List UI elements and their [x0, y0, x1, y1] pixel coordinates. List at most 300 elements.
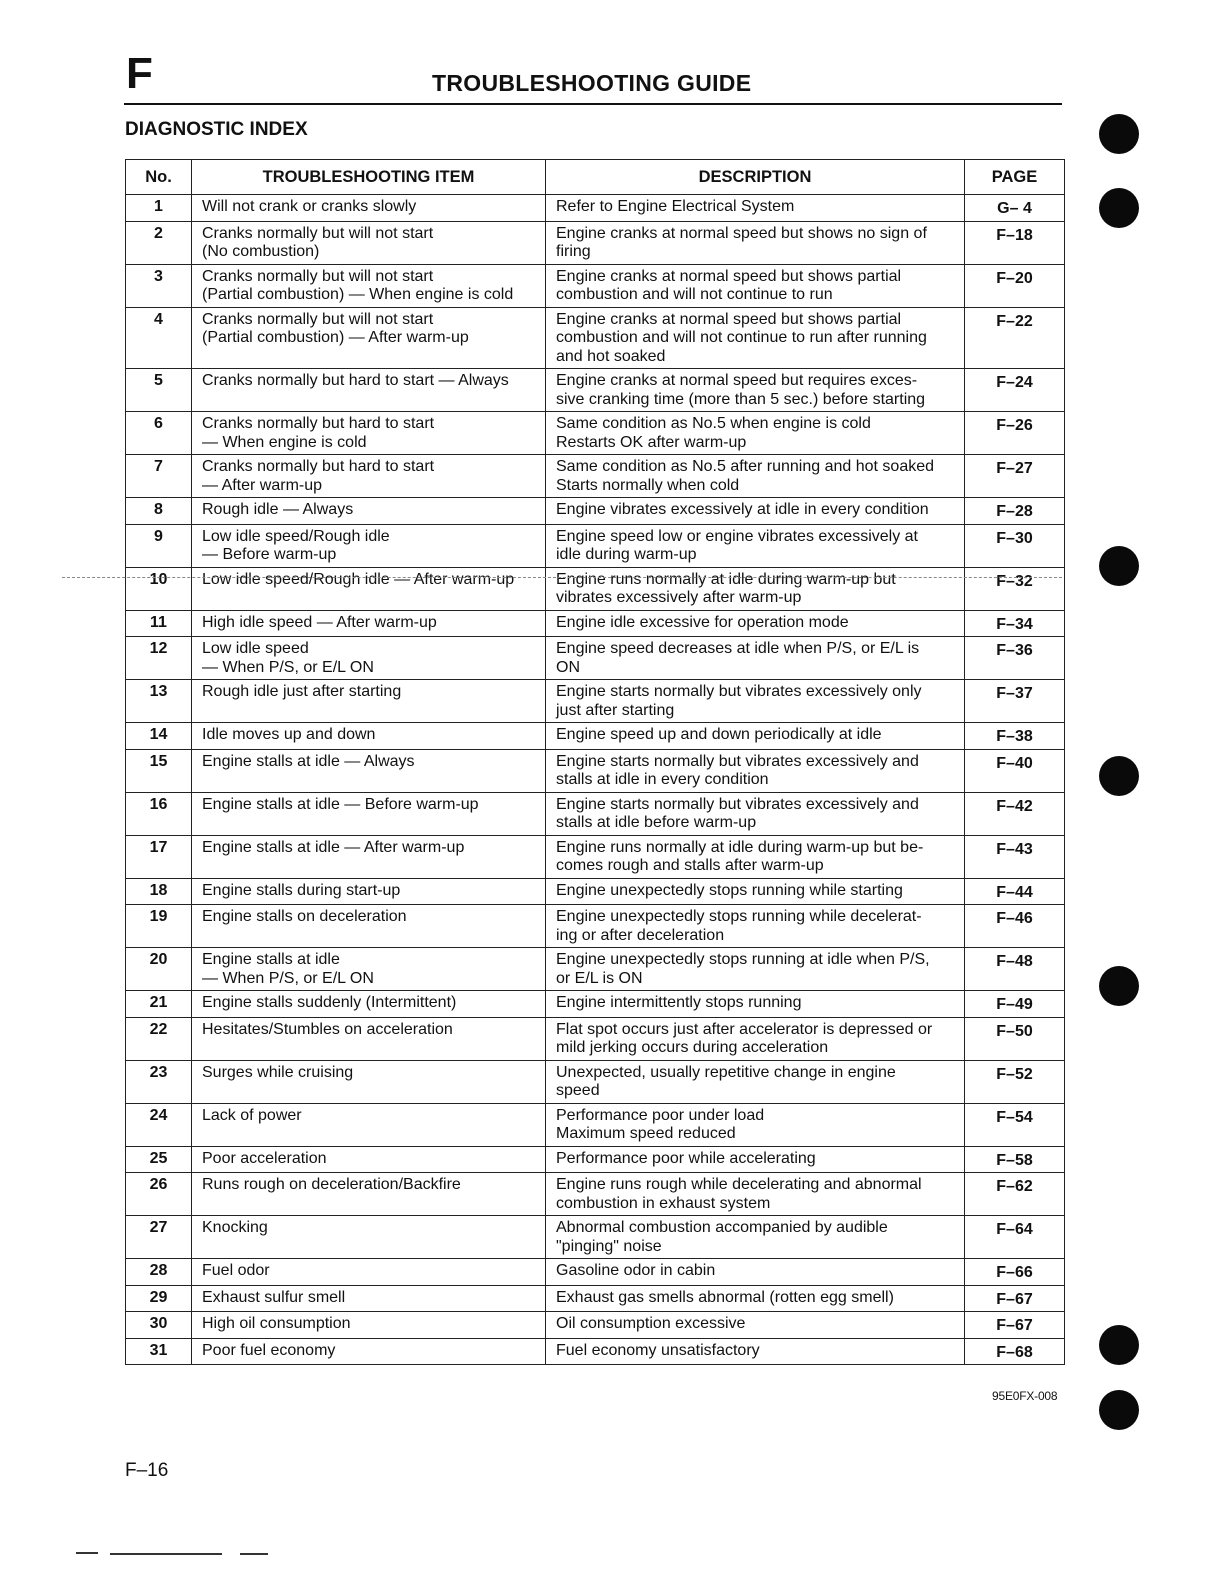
troubleshooting-item-cell: [192, 1103, 546, 1146]
row-number: 21: [149, 994, 168, 1011]
table-row: [126, 723, 1065, 750]
page-reference-cell: [965, 1285, 1065, 1312]
row-number-cell: [126, 792, 192, 835]
row-description: Unexpected, usually repetitive change in engine speed: [556, 1063, 896, 1099]
row-number: 9: [154, 527, 163, 545]
row-description-cell: [546, 369, 965, 412]
row-number-cell: [126, 498, 192, 525]
row-description: Engine speed up and down periodically at idle: [556, 726, 882, 743]
page-reference: F–38: [996, 728, 1033, 745]
row-number: 12: [149, 640, 168, 657]
row-description: Performance poor while accelerating: [556, 1149, 816, 1167]
table-row: [126, 1259, 1065, 1286]
column-header-page: PAGE: [965, 160, 1065, 195]
troubleshooting-item-cell: [192, 307, 546, 369]
row-description-cell: [546, 792, 965, 835]
row-number: 5: [154, 372, 163, 389]
binder-tab-dot: [1099, 966, 1139, 1006]
troubleshooting-item-cell: [192, 723, 546, 750]
row-description: Oil consumption excessive: [556, 1315, 746, 1332]
row-number: 1: [154, 198, 163, 215]
row-description-cell: [546, 610, 965, 637]
row-number-cell: [126, 1060, 192, 1103]
troubleshooting-item: Fuel odor: [202, 1262, 270, 1279]
troubleshooting-item-cell: [192, 195, 546, 222]
page-reference-cell: [965, 369, 1065, 412]
row-description: Engine unexpectedly stops running at idle when P/S, or E/L is ON: [556, 951, 930, 987]
page-reference-cell: [965, 221, 1065, 264]
page-reference: F–18: [996, 226, 1033, 244]
row-description: Engine runs normally at idle during warm-up but be- comes rough and stalls after warm-up: [556, 838, 924, 874]
page-reference: F–62: [996, 1178, 1033, 1195]
page-reference-cell: [965, 749, 1065, 792]
troubleshooting-item: Cranks normally but will not start (Partial combustion) — When engine is cold: [202, 267, 514, 303]
row-description-cell: [546, 948, 965, 991]
row-number: 6: [154, 415, 163, 432]
page-reference: F–43: [996, 840, 1033, 858]
table-row: [126, 991, 1065, 1018]
page-reference-cell: [965, 723, 1065, 750]
troubleshooting-item-cell: [192, 1259, 546, 1286]
page-reference: F–64: [996, 1221, 1033, 1238]
page-reference-cell: [965, 1216, 1065, 1259]
row-description: Engine cranks at normal speed but requires exces- sive cranking time (more than 5 sec.) before starting: [556, 372, 926, 408]
troubleshooting-item: Engine stalls on deceleration: [202, 908, 407, 925]
row-description-cell: [546, 1173, 965, 1216]
page-reference-cell: [965, 878, 1065, 905]
row-number-cell: [126, 723, 192, 750]
row-number-cell: [126, 680, 192, 723]
row-description: Engine cranks at normal speed but shows no sign of firing: [556, 224, 927, 260]
row-number-cell: [126, 637, 192, 680]
page-reference: F–44: [996, 883, 1033, 901]
troubleshooting-item-cell: [192, 567, 546, 610]
page-reference-cell: [965, 991, 1065, 1018]
row-description: Same condition as No.5 after running and hot soaked Starts normally when cold: [556, 458, 935, 494]
row-number: 26: [149, 1176, 168, 1193]
row-number-cell: [126, 1103, 192, 1146]
row-number: 25: [149, 1149, 168, 1167]
troubleshooting-item-cell: [192, 680, 546, 723]
page-reference: F–27: [996, 460, 1033, 477]
row-description: Gasoline odor in cabin: [556, 1262, 716, 1279]
column-header-no: No.: [126, 160, 192, 195]
row-description: Engine speed low or engine vibrates excessively at idle during warm-up: [556, 527, 918, 563]
troubleshooting-item: Cranks normally but hard to start — After warm-up: [202, 458, 435, 494]
table-body: [126, 195, 1065, 1365]
row-description: Performance poor under load Maximum speed reduced: [556, 1106, 765, 1142]
binder-tab-dot: [1099, 1325, 1139, 1365]
row-description-cell: [546, 195, 965, 222]
troubleshooting-item: Engine stalls during start-up: [202, 881, 401, 899]
row-number-cell: [126, 455, 192, 498]
page-reference-cell: [965, 680, 1065, 723]
row-description-cell: [546, 1146, 965, 1173]
table-row: [126, 637, 1065, 680]
row-number: 4: [154, 310, 163, 328]
troubleshooting-item-cell: [192, 524, 546, 567]
row-number: 28: [149, 1262, 168, 1279]
row-description-cell: [546, 498, 965, 525]
binder-tab-dot: [1099, 188, 1139, 228]
page-reference-cell: [965, 498, 1065, 525]
page-reference-cell: [965, 307, 1065, 369]
page-title: TROUBLESHOOTING GUIDE: [432, 70, 752, 96]
row-number: 15: [149, 752, 168, 770]
row-description: Engine speed decreases at idle when P/S, or E/L is ON: [556, 640, 920, 676]
row-number-cell: [126, 1216, 192, 1259]
page-reference: F–46: [996, 910, 1033, 927]
row-description: Engine vibrates excessively at idle in every condition: [556, 501, 929, 518]
row-number: 11: [150, 613, 167, 631]
row-number: 20: [149, 951, 168, 968]
troubleshooting-item: Idle moves up and down: [202, 726, 376, 743]
row-description-cell: [546, 412, 965, 455]
troubleshooting-item-cell: [192, 1216, 546, 1259]
page-reference-cell: [965, 610, 1065, 637]
row-number: 29: [149, 1288, 168, 1306]
page-reference: G– 4: [997, 200, 1032, 217]
row-number: 7: [154, 458, 163, 475]
row-number: 19: [149, 908, 168, 925]
page-reference-cell: [965, 412, 1065, 455]
row-description-cell: [546, 1216, 965, 1259]
table-row: [126, 567, 1065, 610]
row-number-cell: [126, 1146, 192, 1173]
page-reference: F–67: [996, 1317, 1033, 1334]
table-row: [126, 1173, 1065, 1216]
row-number-cell: [126, 905, 192, 948]
page-reference-cell: [965, 264, 1065, 307]
page-reference: F–68: [996, 1343, 1033, 1361]
table-row: [126, 680, 1065, 723]
page-reference-cell: [965, 835, 1065, 878]
row-description-cell: [546, 723, 965, 750]
troubleshooting-item: Low idle speed — When P/S, or E/L ON: [202, 640, 374, 676]
table-row: [126, 307, 1065, 369]
row-number-cell: [126, 878, 192, 905]
troubleshooting-item: Runs rough on deceleration/Backfire: [202, 1176, 461, 1193]
page-number: F–16: [125, 1460, 169, 1481]
troubleshooting-item-cell: [192, 221, 546, 264]
troubleshooting-item: Cranks normally but will not start (Partial combustion) — After warm-up: [202, 310, 469, 346]
row-description: Flat spot occurs just after accelerator is depressed or mild jerking occurs during acceleration: [556, 1020, 933, 1056]
page-reference-cell: [965, 905, 1065, 948]
troubleshooting-item-cell: [192, 1060, 546, 1103]
row-number: 22: [149, 1020, 168, 1038]
row-description-cell: [546, 307, 965, 369]
footer-rule: [110, 1553, 222, 1555]
table-row: [126, 1285, 1065, 1312]
page-reference-cell: [965, 1312, 1065, 1339]
page-reference-cell: [965, 1103, 1065, 1146]
row-description-cell: [546, 835, 965, 878]
image-code: 95E0FX-008: [992, 1389, 1058, 1403]
page-reference-cell: [965, 637, 1065, 680]
table-row: [126, 524, 1065, 567]
row-number: 13: [149, 683, 168, 700]
row-description: Engine cranks at normal speed but shows partial combustion and will not continue to run after running and hot soaked: [556, 310, 927, 365]
row-number-cell: [126, 1259, 192, 1286]
page-reference: F–48: [996, 953, 1033, 970]
troubleshooting-item: Cranks normally but hard to start — Always: [202, 372, 509, 389]
binder-tab-dot: [1099, 546, 1139, 586]
troubleshooting-item-cell: [192, 498, 546, 525]
page-reference: F–49: [996, 996, 1033, 1013]
troubleshooting-item: Knocking: [202, 1219, 268, 1236]
row-number-cell: [126, 991, 192, 1018]
diagnostic-index-table: [125, 159, 1065, 1365]
row-number-cell: [126, 1312, 192, 1339]
row-description: Engine cranks at normal speed but shows partial combustion and will not continue to run: [556, 267, 902, 303]
troubleshooting-item-cell: [192, 1146, 546, 1173]
row-number: 14: [149, 726, 168, 743]
row-description: Engine idle excessive for operation mode: [556, 613, 849, 631]
page-reference-cell: [965, 1060, 1065, 1103]
row-number: 3: [154, 267, 163, 285]
row-description: Engine intermittently stops running: [556, 994, 802, 1011]
page-reference: F–36: [996, 642, 1033, 659]
row-number: 16: [149, 795, 168, 813]
row-number-cell: [126, 749, 192, 792]
troubleshooting-item-cell: [192, 835, 546, 878]
row-number-cell: [126, 1338, 192, 1365]
row-number: 2: [154, 224, 163, 242]
table-row: [126, 749, 1065, 792]
page-reference: F–30: [996, 529, 1033, 547]
page-reference: F–26: [996, 417, 1033, 434]
row-description: Engine starts normally but vibrates excessively and stalls at idle in every condition: [556, 752, 919, 788]
row-number-cell: [126, 195, 192, 222]
page-reference: F–22: [996, 312, 1033, 330]
row-description: Abnormal combustion accompanied by audible "pinging" noise: [556, 1219, 888, 1255]
row-number: 10: [149, 570, 168, 588]
page-reference: F–58: [996, 1151, 1033, 1169]
page-reference: F–32: [996, 572, 1033, 590]
row-description-cell: [546, 221, 965, 264]
table-row: [126, 1146, 1065, 1173]
table-header-row: [126, 160, 1065, 195]
table-row: [126, 412, 1065, 455]
row-description-cell: [546, 1259, 965, 1286]
row-description-cell: [546, 455, 965, 498]
page-reference-cell: [965, 948, 1065, 991]
row-description: Fuel economy unsatisfactory: [556, 1341, 760, 1359]
binder-tab-dot: [1099, 1390, 1139, 1430]
row-number-cell: [126, 221, 192, 264]
troubleshooting-item: Will not crank or cranks slowly: [202, 198, 417, 215]
page-reference: F–34: [996, 615, 1033, 633]
row-number-cell: [126, 835, 192, 878]
row-description: Engine unexpectedly stops running while decelerat- ing or after deceleration: [556, 908, 922, 944]
page-reference: F–66: [996, 1264, 1033, 1281]
row-description: Engine runs normally at idle during warm-up but vibrates excessively after warm-up: [556, 570, 896, 606]
troubleshooting-item-cell: [192, 412, 546, 455]
binder-tab-dot: [1099, 756, 1139, 796]
row-number-cell: [126, 524, 192, 567]
troubleshooting-item: Engine stalls at idle — After warm-up: [202, 838, 465, 856]
troubleshooting-item: Cranks normally but will not start (No combustion): [202, 224, 434, 260]
row-description-cell: [546, 878, 965, 905]
row-description-cell: [546, 1312, 965, 1339]
row-description: Refer to Engine Electrical System: [556, 198, 795, 215]
page-reference: F–54: [996, 1108, 1033, 1126]
page-reference: F–24: [996, 374, 1033, 391]
page-reference: F–42: [996, 797, 1033, 815]
troubleshooting-item-cell: [192, 905, 546, 948]
row-description: Engine runs rough while decelerating and abnormal combustion in exhaust system: [556, 1176, 922, 1212]
row-description-cell: [546, 1338, 965, 1365]
troubleshooting-item: Engine stalls at idle — When P/S, or E/L ON: [202, 951, 374, 987]
page-reference: F–40: [996, 754, 1033, 772]
troubleshooting-item: Hesitates/Stumbles on acceleration: [202, 1020, 453, 1038]
row-number: 24: [149, 1106, 168, 1124]
row-description: Exhaust gas smells abnormal (rotten egg smell): [556, 1288, 894, 1306]
troubleshooting-item-cell: [192, 1312, 546, 1339]
table-row: [126, 455, 1065, 498]
page-reference-cell: [965, 1338, 1065, 1365]
column-header-description: DESCRIPTION: [546, 160, 965, 195]
row-number: 8: [154, 501, 163, 518]
row-number-cell: [126, 1173, 192, 1216]
page-reference: F–37: [996, 685, 1033, 702]
row-number: 23: [149, 1063, 168, 1081]
row-number: 17: [149, 838, 168, 856]
row-description-cell: [546, 749, 965, 792]
row-number-cell: [126, 1017, 192, 1060]
page-reference-cell: [965, 1146, 1065, 1173]
row-number-cell: [126, 307, 192, 369]
row-number-cell: [126, 264, 192, 307]
troubleshooting-item-cell: [192, 1173, 546, 1216]
row-number-cell: [126, 948, 192, 991]
troubleshooting-item-cell: [192, 637, 546, 680]
troubleshooting-item: Low idle speed/Rough idle — After warm-up: [202, 570, 515, 588]
row-number-cell: [126, 412, 192, 455]
troubleshooting-item-cell: [192, 455, 546, 498]
troubleshooting-item-cell: [192, 1285, 546, 1312]
row-description-cell: [546, 680, 965, 723]
troubleshooting-item: Engine stalls at idle — Always: [202, 752, 415, 770]
table-row: [126, 221, 1065, 264]
troubleshooting-item-cell: [192, 991, 546, 1018]
page-reference: F–28: [996, 503, 1033, 520]
table-row: [126, 1312, 1065, 1339]
troubleshooting-item-cell: [192, 610, 546, 637]
row-number: 27: [149, 1219, 168, 1236]
scan-artifact-line: [62, 577, 1062, 578]
troubleshooting-item-cell: [192, 792, 546, 835]
row-description-cell: [546, 1060, 965, 1103]
table-row: [126, 610, 1065, 637]
row-description-cell: [546, 1017, 965, 1060]
table-row: [126, 792, 1065, 835]
troubleshooting-item: Rough idle just after starting: [202, 683, 402, 700]
row-description: Engine starts normally but vibrates excessively only just after starting: [556, 683, 922, 719]
troubleshooting-item: Poor acceleration: [202, 1149, 327, 1167]
row-description-cell: [546, 637, 965, 680]
troubleshooting-item: Low idle speed/Rough idle — Before warm-up: [202, 527, 390, 563]
page-reference-cell: [965, 1017, 1065, 1060]
troubleshooting-item: Engine stalls at idle — Before warm-up: [202, 795, 479, 813]
table-row: [126, 195, 1065, 222]
troubleshooting-item: Poor fuel economy: [202, 1341, 336, 1359]
table-row: [126, 264, 1065, 307]
troubleshooting-item-cell: [192, 1017, 546, 1060]
table-row: [126, 1060, 1065, 1103]
table-row: [126, 1103, 1065, 1146]
troubleshooting-item: Rough idle — Always: [202, 501, 354, 518]
troubleshooting-item-cell: [192, 749, 546, 792]
section-letter: F: [126, 49, 153, 98]
index-title: DIAGNOSTIC INDEX: [125, 119, 308, 140]
table-row: [126, 1338, 1065, 1365]
troubleshooting-item-cell: [192, 948, 546, 991]
row-number-cell: [126, 610, 192, 637]
row-description: Same condition as No.5 when engine is cold Restarts OK after warm-up: [556, 415, 871, 451]
table-row: [126, 369, 1065, 412]
row-description: Engine starts normally but vibrates excessively and stalls at idle before warm-up: [556, 795, 919, 831]
troubleshooting-item-cell: [192, 369, 546, 412]
page-reference-cell: [965, 524, 1065, 567]
troubleshooting-item-cell: [192, 264, 546, 307]
page-reference-cell: [965, 567, 1065, 610]
row-number: 18: [149, 881, 168, 899]
column-header-item: TROUBLESHOOTING ITEM: [192, 160, 546, 195]
row-number-cell: [126, 369, 192, 412]
troubleshooting-item-cell: [192, 1338, 546, 1365]
page-reference-cell: [965, 195, 1065, 222]
troubleshooting-item: Cranks normally but hard to start — When engine is cold: [202, 415, 435, 451]
page-reference-cell: [965, 1259, 1065, 1286]
page-reference-cell: [965, 792, 1065, 835]
row-description-cell: [546, 524, 965, 567]
footer-rule: [76, 1552, 98, 1554]
binder-tab-dot: [1099, 114, 1139, 154]
page-reference-cell: [965, 1173, 1065, 1216]
table-row: [126, 1216, 1065, 1259]
troubleshooting-item: Surges while cruising: [202, 1063, 354, 1081]
page-reference: F–52: [996, 1065, 1033, 1083]
table-row: [126, 835, 1065, 878]
troubleshooting-item-cell: [192, 878, 546, 905]
table-row: [126, 905, 1065, 948]
row-description-cell: [546, 567, 965, 610]
row-number-cell: [126, 567, 192, 610]
row-description-cell: [546, 1103, 965, 1146]
row-number: 31: [149, 1341, 168, 1359]
page-reference: F–67: [996, 1290, 1033, 1308]
row-description: Engine unexpectedly stops running while starting: [556, 881, 903, 899]
troubleshooting-item: Lack of power: [202, 1106, 302, 1124]
row-description-cell: [546, 264, 965, 307]
row-description-cell: [546, 1285, 965, 1312]
table-row: [126, 878, 1065, 905]
row-number-cell: [126, 1285, 192, 1312]
troubleshooting-item: Exhaust sulfur smell: [202, 1288, 346, 1306]
table-row: [126, 498, 1065, 525]
troubleshooting-item: Engine stalls suddenly (Intermittent): [202, 994, 457, 1011]
page-reference: F–50: [996, 1022, 1033, 1040]
table-row: [126, 1017, 1065, 1060]
header-rule: [124, 103, 1062, 105]
row-number: 30: [149, 1315, 168, 1332]
table-row: [126, 948, 1065, 991]
row-description-cell: [546, 905, 965, 948]
troubleshooting-item: High oil consumption: [202, 1315, 351, 1332]
footer-rule: [240, 1553, 268, 1555]
page-reference: F–20: [996, 269, 1033, 287]
